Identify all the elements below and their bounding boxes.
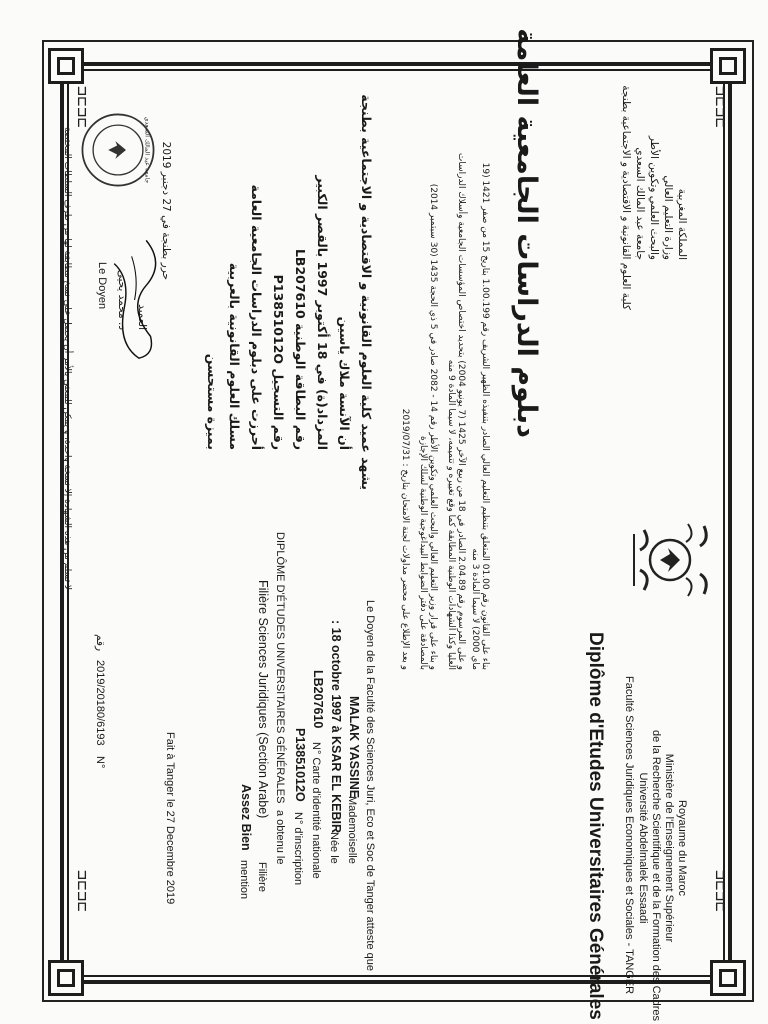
- official-stamp: [78, 110, 158, 190]
- fr-header-line: de la Recherche Scientifique et de la Formation des Cadres: [650, 730, 662, 1022]
- ar-header-line: والبحث العلمي وتكوين الأطر: [648, 135, 660, 260]
- fr-filiere-label: Filière: [256, 862, 268, 892]
- fr-obtained-label: a obtenu le: [274, 810, 286, 865]
- greek-key-ornament: ⊐⊏⊐⊏: [711, 870, 730, 913]
- corner-ornament: [710, 960, 746, 996]
- ar-header-line: المملكة المغربية: [676, 188, 688, 260]
- fr-header-line: Université Abdelmalek Essaadi: [637, 772, 649, 924]
- ar-decree-line: و بعد الإطلاع على محضر مداولات لجنة الامتحان بتاريخ : 2019/07/31: [400, 408, 410, 670]
- fr-student-name: MALAK YASSINE: [347, 696, 361, 799]
- ar-bottom-note: لا تسلم من هذه الشهادة إلا نسخة واحدة، و يمكن للمعني بالأمر أن يحصل على نسخ مطابقة لها من طرف السلطات المختصة: [62, 127, 72, 590]
- fr-mention-value: Assez Bien: [239, 784, 253, 851]
- greek-key-ornament: ⊐⊏⊐⊏: [73, 86, 92, 129]
- ar-decree-line: بناء على القانون رقم 01.00 المتعلق بتنظيم التعليم العالي الصادر بتنفيذه الظهير الشريف رقم 1.00.199 بتاريخ 15 من صفر 1421 (19 ماي 2000) لا سيما المادة 3 منه: [470, 162, 490, 670]
- ar-born-line: المزداد(ة) في 18 أكتوبر 1997 بالقصر الكبير: [315, 175, 330, 450]
- ar-filiere-line: مسلك العلوم القانونية بالعربية: [227, 262, 242, 450]
- fr-filiere-value: Filière Sciences Juridiques (Section Arabe): [256, 580, 270, 819]
- fr-born-label: Née le: [328, 832, 340, 864]
- fr-mention-label: mention: [238, 860, 250, 900]
- ar-mention-line: بميزة مستحسن: [205, 353, 220, 450]
- fr-insc-value: P13851012O: [293, 728, 307, 802]
- fr-cin-label: N° Carte d'identité nationale: [310, 742, 322, 879]
- ar-dean-name: د. محمد يحيى: [116, 269, 128, 330]
- stamp-text: جامعة عبد المالك السعدي: [143, 116, 151, 184]
- corner-ornament: [710, 48, 746, 84]
- ar-header-line: وزارة التعليم العالي: [662, 175, 674, 260]
- fr-number-value: 2019/20180/6193: [94, 660, 106, 746]
- ar-decree-line: و على المرسوم رقم 2.04.89 الصادر في 18 من ربيع الآخر 1425 (7 يونيو 2004) بتحديد اختصاص المؤسسات الجامعية وأسلاك الدراسات العليا وكذا الشهادات الوطنية المطابقة كما وقع تغييره و تتميمه، لا سيما المادة 9 منه: [446, 152, 466, 670]
- fr-diploma-title: Diplôme d'Etudes Universitaires Générales: [585, 632, 606, 1020]
- ar-number-label: رقم: [94, 634, 106, 652]
- fr-header-line: Ministère de l'Enseignement Supérieur: [663, 753, 675, 943]
- fr-number-label: N°: [94, 756, 106, 769]
- fr-cin-value: LB207610: [311, 670, 325, 729]
- greek-key-ornament: ⊐⊏⊐⊏: [73, 870, 92, 913]
- ar-decree-line: و بناء على قرار وزير التعليم العالي والبحث العلمي وتكوين الأطر رقم 14 - 2082 صادر في 5 ذي الحجة 1435 (30 سبتمبر 2014) بالمصادقة على دفتر الضوابط البيداغوجية الوطنية لسلك الإجازة: [418, 183, 438, 670]
- fr-obtained-value: DIPLÔME D'ÉTUDES UNIVERSITAIRES GÉNÉRALES: [274, 532, 286, 804]
- fr-place-date: Fait à Tanger le 27 Decembre 2019: [164, 732, 176, 905]
- fr-header-line: Royaume du Maroc: [676, 800, 688, 896]
- fr-insc-label: N° d'inscription: [292, 812, 304, 886]
- dean-label: Le Doyen: [96, 262, 108, 310]
- fr-born-value: : 18 octobre 1997 à KSAR EL KEBIR: [329, 620, 343, 834]
- ar-header-line: جامعة عبد المالك السعدي: [634, 147, 646, 260]
- ar-dean-title: العميد: [136, 304, 148, 330]
- ar-diploma-title: دبلوم الدراسات الجامعية العامة: [511, 28, 542, 438]
- ar-student-name: أن الآنسة ملاك ياسين: [337, 316, 352, 450]
- university-emblem-icon: [626, 520, 714, 600]
- ar-insc-line: رقم التسجيل P13851012O: [271, 274, 286, 450]
- fr-civility: Mademoiselle: [346, 796, 358, 864]
- ar-header-line: كلية العلوم القانونية و الاقتصادية و الاجتماعية بطنجة: [620, 85, 632, 310]
- ar-cin-line: رقم البطاقة الوطنية LB207610: [293, 248, 308, 450]
- fr-header-line: Faculté Sciences Juridiques Economiques et Sociales - TANGER: [623, 676, 635, 995]
- ar-attest-text: يشهد عميد كلية العلوم القانونية و الاقتصادية و الاجتماعية بطنجة: [359, 94, 374, 490]
- corner-ornament: [48, 960, 84, 996]
- fr-attest-text: Le Doyen de la Faculté des Sciences Juri, Eco et Soc de Tanger atteste que: [364, 600, 376, 971]
- greek-key-ornament: ⊐⊏⊐⊏: [711, 86, 730, 129]
- dean-signature: [88, 220, 168, 380]
- ar-place-date: حرر بطنجة في 27 دجنبر 2019: [160, 141, 172, 280]
- ar-obtained-line: أحرزت على دبلوم الدراسات الجامعية العامة: [249, 184, 264, 450]
